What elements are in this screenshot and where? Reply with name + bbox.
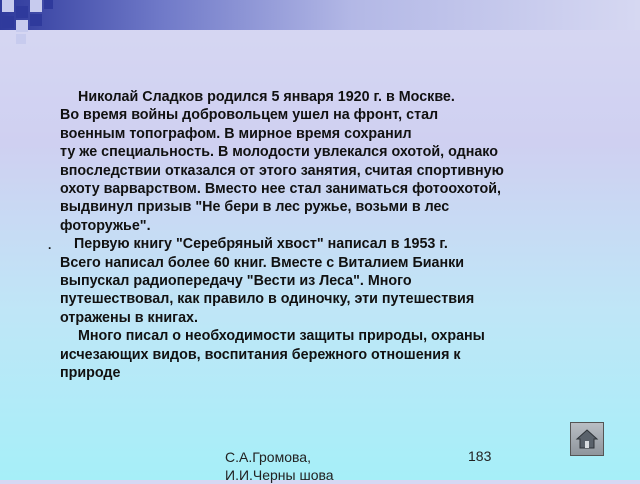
footer-author: С.А.Громова, И.И.Черны шова — [225, 449, 334, 483]
page-number: 183 — [468, 448, 492, 464]
text-line: путешествовал, как правило в одиночку, эти путешествия — [60, 291, 475, 308]
text-line: отражены в книгах. — [60, 309, 198, 326]
text-line: выпускал радиопередачу "Вести из Леса". Много — [60, 273, 412, 290]
home-icon — [575, 427, 599, 451]
text-line: Николай Сладков родился 5 января 1920 г. в Москве. — [78, 89, 455, 105]
text-line: Во время войны добровольцем ушел на фронт, стал — [60, 107, 439, 124]
home-button[interactable] — [570, 422, 604, 456]
text-line: впоследствии отказался от этого занятия, считая спортивную — [60, 162, 504, 179]
text-line: исчезающих видов, воспитания бережного отношения к — [60, 346, 461, 363]
slide-body-text — [60, 88, 580, 383]
text-line: Всего написал более 60 книг. Вместе с Виталием Бианки — [60, 254, 465, 271]
text-line: военным топографом. В мирное время сохранил — [60, 125, 412, 142]
text-line: природе — [60, 365, 121, 382]
text-line: ту же специальность. В молодости увлекался охотой, однако — [60, 144, 498, 161]
title-bar-gradient — [0, 0, 640, 30]
text-line: Много писал о необходимости защиты природы, охраны — [78, 328, 485, 345]
bullet-marker: . — [48, 238, 52, 252]
text-line: выдвинул призыв "Не бери в лес ружье, возьми в лес — [60, 199, 450, 216]
text-line: охоту варварством. Вместо нее стал заниматься фотоохотой, — [60, 181, 502, 198]
text-line: Первую книгу "Серебряный хвост" написал в 1953 г. — [74, 236, 448, 253]
text-line: фоторужье". — [60, 217, 151, 234]
